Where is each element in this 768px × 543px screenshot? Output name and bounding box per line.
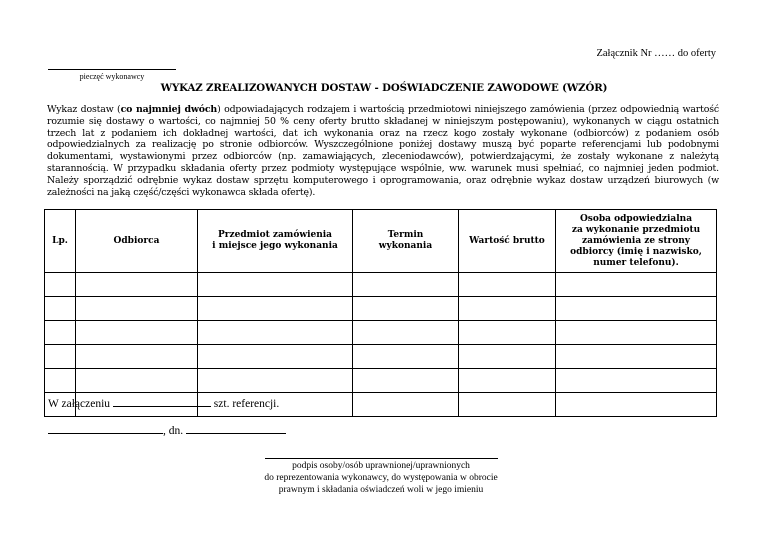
header-odbiorca: Odbiorca <box>76 210 198 273</box>
date-field[interactable] <box>186 433 286 434</box>
table-cell[interactable] <box>76 273 198 297</box>
table-cell[interactable] <box>198 369 353 393</box>
stamp-line <box>48 69 176 70</box>
table-cell[interactable] <box>76 321 198 345</box>
table-cell[interactable] <box>76 369 198 393</box>
table-cell[interactable] <box>459 321 556 345</box>
table-cell[interactable] <box>45 345 76 369</box>
intro-emphasis: co najmniej dwóch <box>120 104 218 115</box>
table-row <box>45 297 717 321</box>
table-cell[interactable] <box>76 345 198 369</box>
table-cell[interactable] <box>556 369 717 393</box>
table-cell[interactable] <box>556 273 717 297</box>
signature-caption-line-3: prawnym i składania oświadczeń woli w jego imieniu <box>278 485 484 495</box>
date-label: , dn. <box>163 425 184 437</box>
table-cell[interactable] <box>76 297 198 321</box>
signature-line <box>265 458 498 459</box>
table-cell[interactable] <box>353 369 459 393</box>
table-row <box>45 273 717 297</box>
stamp-label: pieczęć wykonawcy <box>79 72 145 81</box>
table-cell[interactable] <box>198 345 353 369</box>
table-cell[interactable] <box>556 393 717 417</box>
table-row <box>45 321 717 345</box>
header-wartosc: Wartość brutto <box>459 210 556 273</box>
table-cell[interactable] <box>198 273 353 297</box>
table-cell[interactable] <box>198 297 353 321</box>
table-cell[interactable] <box>459 273 556 297</box>
signature-caption-line-1: podpis osoby/osób uprawnionej/uprawnionych <box>292 461 470 471</box>
intro-text-start: Wykaz dostaw ( <box>47 104 121 115</box>
table-cell[interactable] <box>353 345 459 369</box>
attachment-line <box>48 398 279 410</box>
intro-paragraph <box>47 104 719 198</box>
table-cell[interactable] <box>353 273 459 297</box>
annex-label: Załącznik Nr …… do oferty <box>596 48 716 59</box>
attachment-count-field[interactable] <box>113 406 211 407</box>
table-cell[interactable] <box>45 321 76 345</box>
table-cell[interactable] <box>353 393 459 417</box>
header-osoba: Osoba odpowiedzialna za wykonanie przedmiotu zamówienia ze strony odbiorcy (imię i nazwisko, numer telefonu). <box>556 210 717 273</box>
table-cell[interactable] <box>45 273 76 297</box>
table-body <box>45 273 717 417</box>
table-cell[interactable] <box>459 345 556 369</box>
table-cell[interactable] <box>198 321 353 345</box>
table-row <box>45 369 717 393</box>
table-cell[interactable] <box>353 297 459 321</box>
signature-caption-line-2: do reprezentowania wykonawcy, do występowania w obrocie <box>264 473 498 483</box>
table-cell[interactable] <box>556 345 717 369</box>
attachment-prefix: W załączeniu <box>48 398 111 410</box>
place-date-line <box>48 425 286 437</box>
table-cell[interactable] <box>459 369 556 393</box>
table-cell[interactable] <box>459 393 556 417</box>
table-cell[interactable] <box>556 321 717 345</box>
table-header-row <box>45 210 717 273</box>
header-termin: Termin wykonania <box>353 210 459 273</box>
place-field[interactable] <box>48 433 163 434</box>
table-cell[interactable] <box>353 321 459 345</box>
document-title: WYKAZ ZREALIZOWANYCH DOSTAW - DOŚWIADCZENIE ZAWODOWE (WZÓR) <box>160 82 608 94</box>
header-przedmiot: Przedmiot zamówienia i miejsce jego wykonania <box>198 210 353 273</box>
signature-caption <box>231 460 531 496</box>
header-lp: Lp. <box>45 210 76 273</box>
table-cell[interactable] <box>556 297 717 321</box>
deliveries-table <box>44 209 717 417</box>
attachment-suffix: szt. referencji. <box>213 398 280 410</box>
table-cell[interactable] <box>459 297 556 321</box>
table-row <box>45 345 717 369</box>
table-cell[interactable] <box>45 297 76 321</box>
intro-text-rest: ) odpowiadających rodzajem i wartością przedmiotowi niniejszego zamówienia (przez odpowiednią wartość rozumie się dostawy o wartości, co najmniej 50 % ceny oferty brutto składanej w niniejszym postępowaniu), wykonanych w ciągu ostatnich trzech lat z podaniem ich dokładnej wartości, dat ich wykonania oraz na rzecz kogo zostały wykonane (odbiorców) z podaniem osób odpowiedzialnych za realizację po stronie odbiorców. Wyszczególnione poniżej dostawy muszą być poparte referencjami lub podobnymi dokumentami, wystawionymi przez odbiorców (np. zamawiających, zleceniodawców), potwierdzającymi, że zostały wykonane z należytą starannością. W przypadku składania oferty przez podmioty występujące wspólnie, ww. warunek musi spełniać, co najmniej jeden podmiot. Należy sporządzić odrębnie wykaz dostaw sprzętu komputerowego i oprogramowania, oraz odrębnie wykaz dostaw urządzeń biurowych (w zależności na jaką część/części wykonawca składa ofertę). <box>47 104 719 198</box>
table-cell[interactable] <box>45 369 76 393</box>
